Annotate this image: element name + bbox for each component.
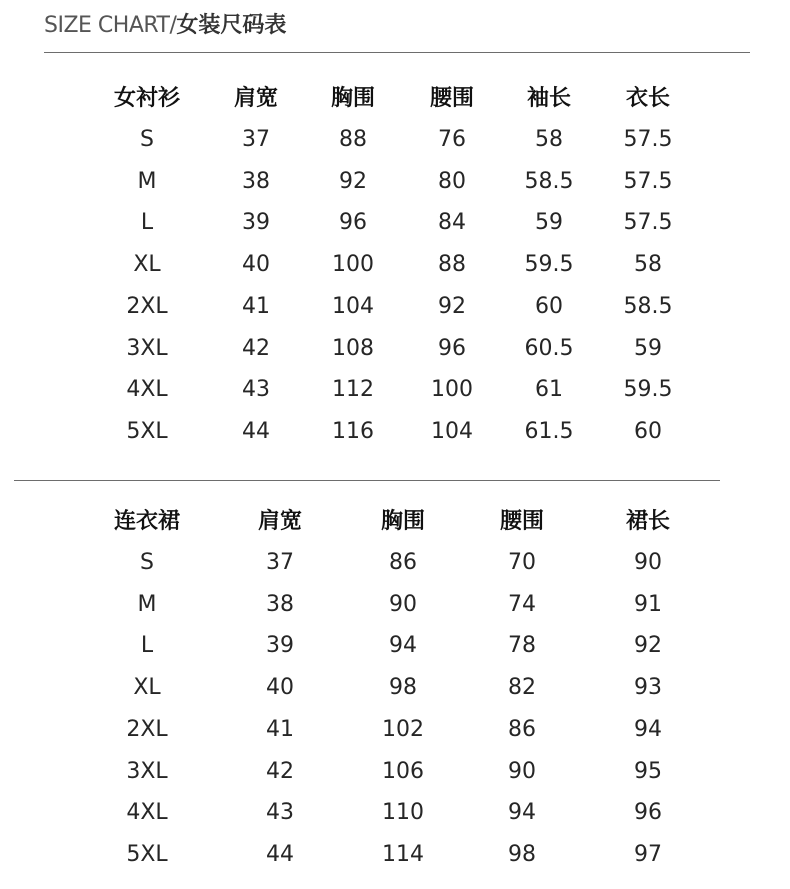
- section-divider: [14, 480, 720, 481]
- cell-waist: 100: [431, 377, 473, 403]
- cell-sleeve-length: 58.5: [524, 168, 574, 194]
- cell-skirt-length: 96: [634, 800, 662, 826]
- cell-size: 3XL: [126, 758, 168, 784]
- title-chinese: 女装尺码表: [176, 13, 287, 38]
- cell-shoulder-width: 43: [266, 800, 294, 826]
- cell-size: S: [140, 127, 154, 152]
- cell-waist: 78: [508, 633, 536, 659]
- cell-length: 57.5: [623, 127, 673, 152]
- cell-shoulder-width: 42: [242, 335, 270, 361]
- cell-size: 5XL: [126, 841, 168, 867]
- table-row: [0, 585, 790, 625]
- column-header-size: 女衬衫: [113, 86, 181, 111]
- page-title: [44, 10, 286, 42]
- table-row: [0, 668, 790, 708]
- cell-waist: 94: [508, 800, 536, 826]
- table-row: [0, 287, 790, 327]
- cell-sleeve-length: 59.5: [524, 252, 574, 278]
- cell-bust: 102: [382, 716, 424, 742]
- cell-size: 4XL: [126, 800, 168, 826]
- cell-bust: 88: [339, 127, 367, 152]
- table-row: [0, 793, 790, 833]
- cell-length: 60: [634, 418, 662, 444]
- cell-waist: 76: [438, 127, 466, 152]
- table-row: [0, 752, 790, 792]
- cell-skirt-length: 95: [634, 758, 662, 784]
- cell-length: 57.5: [623, 210, 673, 236]
- cell-waist: 90: [508, 758, 536, 784]
- cell-size: L: [140, 210, 154, 236]
- table-row: [0, 120, 790, 160]
- table-row: [0, 329, 790, 369]
- table-row: [0, 162, 790, 202]
- cell-bust: 92: [339, 168, 367, 194]
- cell-shoulder-width: 40: [266, 675, 294, 701]
- cell-length: 58.5: [623, 293, 673, 319]
- cell-waist: 84: [438, 210, 466, 236]
- cell-bust: 110: [382, 800, 424, 826]
- cell-size: XL: [133, 675, 161, 701]
- cell-length: 57.5: [623, 168, 673, 194]
- table-row: [0, 626, 790, 666]
- table-row: [0, 412, 790, 452]
- cell-sleeve-length: 58: [535, 127, 563, 152]
- cell-bust: 106: [382, 758, 424, 784]
- table-header-row: [0, 80, 790, 120]
- table-row: [0, 245, 790, 285]
- cell-shoulder-width: 41: [242, 293, 270, 319]
- cell-waist: 88: [438, 252, 466, 278]
- cell-waist: 86: [508, 716, 536, 742]
- cell-bust: 112: [332, 377, 374, 403]
- cell-bust: 114: [382, 841, 424, 867]
- cell-shoulder-width: 37: [242, 127, 270, 152]
- cell-size: 4XL: [126, 377, 168, 403]
- cell-size: 3XL: [126, 335, 168, 361]
- cell-waist: 96: [438, 335, 466, 361]
- cell-size: 2XL: [126, 716, 168, 742]
- column-header-shoulder-width: 肩宽: [257, 509, 303, 534]
- cell-shoulder-width: 38: [266, 591, 294, 617]
- cell-skirt-length: 92: [634, 633, 662, 659]
- table-row: [0, 710, 790, 750]
- cell-waist: 80: [438, 168, 466, 194]
- cell-sleeve-length: 60.5: [524, 335, 574, 361]
- cell-shoulder-width: 39: [266, 633, 294, 659]
- table-header-row: [0, 503, 790, 543]
- cell-size: L: [140, 633, 154, 659]
- column-header-size: 连衣裙: [113, 509, 181, 534]
- column-header-bust: 胸围: [380, 509, 426, 534]
- cell-sleeve-length: 61: [535, 377, 563, 403]
- cell-size: 5XL: [126, 418, 168, 444]
- cell-shoulder-width: 38: [242, 168, 270, 194]
- cell-size: M: [137, 591, 157, 617]
- cell-bust: 104: [332, 293, 374, 319]
- cell-waist: 104: [431, 418, 473, 444]
- cell-size: XL: [133, 252, 161, 278]
- column-header-sleeve-length: 袖长: [526, 86, 572, 111]
- title-english: SIZE CHART/: [44, 13, 177, 38]
- cell-shoulder-width: 44: [242, 418, 270, 444]
- cell-bust: 94: [389, 633, 417, 659]
- cell-shoulder-width: 44: [266, 841, 294, 867]
- cell-length: 59.5: [623, 377, 673, 403]
- cell-bust: 100: [332, 252, 374, 278]
- cell-waist: 70: [508, 550, 536, 575]
- cell-size: 2XL: [126, 293, 168, 319]
- table-row: [0, 370, 790, 410]
- cell-shoulder-width: 40: [242, 252, 270, 278]
- cell-sleeve-length: 61.5: [524, 418, 574, 444]
- cell-waist: 98: [508, 841, 536, 867]
- column-header-bust: 胸围: [330, 86, 376, 111]
- cell-skirt-length: 91: [634, 591, 662, 617]
- cell-sleeve-length: 60: [535, 293, 563, 319]
- cell-skirt-length: 93: [634, 675, 662, 701]
- cell-skirt-length: 90: [634, 550, 662, 575]
- column-header-length: 衣长: [625, 86, 671, 111]
- cell-shoulder-width: 39: [242, 210, 270, 236]
- cell-waist: 74: [508, 591, 536, 617]
- cell-bust: 86: [389, 550, 417, 575]
- table-row: [0, 203, 790, 243]
- cell-waist: 92: [438, 293, 466, 319]
- cell-bust: 116: [332, 418, 374, 444]
- table-row: [0, 543, 790, 583]
- column-header-waist: 腰围: [429, 86, 475, 111]
- cell-size: M: [137, 168, 157, 194]
- cell-waist: 82: [508, 675, 536, 701]
- cell-shoulder-width: 43: [242, 377, 270, 403]
- cell-bust: 96: [339, 210, 367, 236]
- column-header-waist: 腰围: [499, 509, 545, 534]
- cell-size: S: [140, 550, 154, 575]
- cell-length: 58: [634, 252, 662, 278]
- cell-shoulder-width: 37: [266, 550, 294, 575]
- cell-sleeve-length: 59: [535, 210, 563, 236]
- cell-shoulder-width: 42: [266, 758, 294, 784]
- top-divider: [44, 52, 750, 53]
- column-header-shoulder-width: 肩宽: [233, 86, 279, 111]
- cell-skirt-length: 94: [634, 716, 662, 742]
- cell-shoulder-width: 41: [266, 716, 294, 742]
- cell-skirt-length: 97: [634, 841, 662, 867]
- cell-bust: 98: [389, 675, 417, 701]
- cell-bust: 108: [332, 335, 374, 361]
- column-header-skirt-length: 裙长: [625, 509, 671, 534]
- cell-bust: 90: [389, 591, 417, 617]
- cell-length: 59: [634, 335, 662, 361]
- table-row: [0, 835, 790, 875]
